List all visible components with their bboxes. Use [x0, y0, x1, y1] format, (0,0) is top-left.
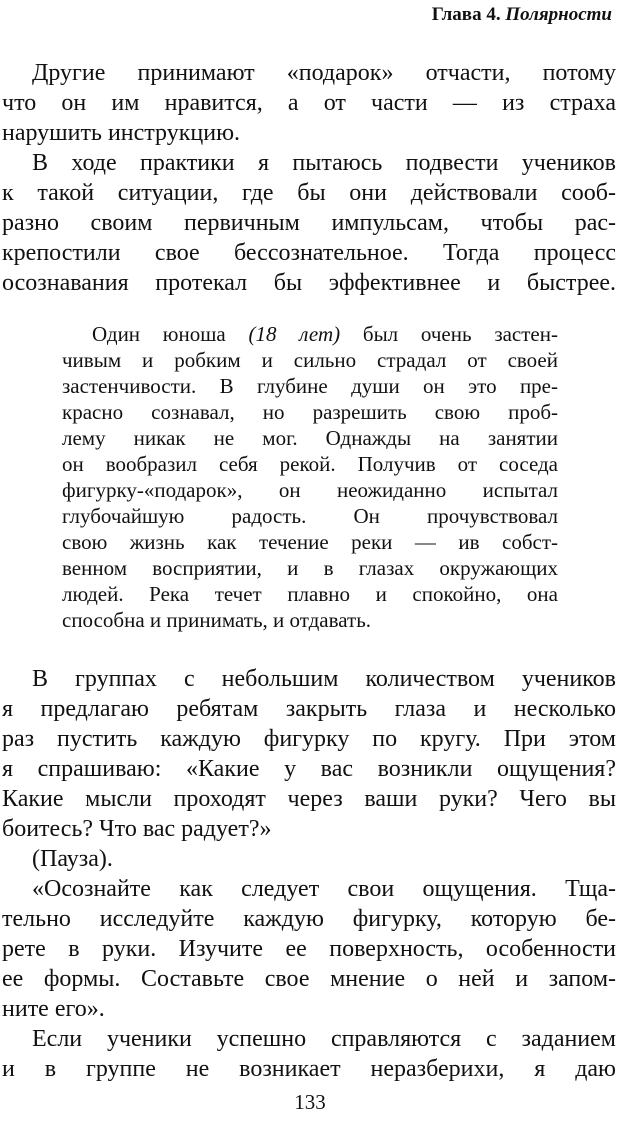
quote-line: глубочайшую радость. Он прочувствовал: [62, 504, 558, 528]
quote-line: красно сознавал, но разрешить свою проб-: [62, 400, 558, 424]
paragraph-line: ните его».: [2, 996, 105, 1022]
paragraph-line: нарушить инструкцию.: [2, 120, 241, 146]
paragraph-line: Если ученики успешно справляются с заданием: [32, 1026, 616, 1052]
paragraph-line: и в группе не возникает неразберихи, я даю: [2, 1056, 616, 1082]
paragraph-line: я предлагаю ребятам закрыть глаза и несколько: [2, 696, 616, 722]
quote-line: чивым и робким и сильно страдал от своей: [62, 348, 558, 372]
page-number: 133: [294, 1090, 326, 1114]
paragraph-line: рете в руки. Изучите ее поверхность, особенности: [2, 936, 616, 962]
quote-line: фигурку-«подарок», он неожиданно испытал: [62, 478, 558, 502]
quote-age: (18 лет): [248, 322, 341, 346]
paragraph-line: осознавания протекал бы эффективнее и быстрее.: [2, 270, 616, 296]
chapter-label: Глава 4.: [431, 4, 501, 25]
quote-text: Один юноша: [92, 322, 249, 346]
quote-line: свою жизнь как течение реки — ив собст-: [62, 530, 558, 554]
paragraph-line: крепостили свое бессознательное. Тогда процесс: [2, 240, 616, 266]
quote-line: [92, 321, 558, 347]
quote-line: людей. Река течет плавно и спокойно, она: [62, 582, 558, 606]
paragraph-line: «Осознайте как следует свои ощущения. Тща-: [32, 876, 616, 902]
paragraph-line: В группах с небольшим количеством учеников: [32, 666, 616, 692]
quote-line: венном восприятии, и в глазах окружающих: [62, 556, 558, 580]
paragraph-line: ее формы. Составьте свое мнение о ней и запом-: [2, 966, 616, 992]
paragraph-line: к такой ситуации, где бы они действовали сооб-: [2, 180, 616, 206]
paragraph-line: боитесь? Что вас радует?»: [2, 816, 272, 842]
paragraph-line: Какие мысли проходят через ваши руки? Чего вы: [2, 786, 616, 812]
quote-line: он вообразил себя рекой. Получив от соседа: [62, 452, 558, 476]
quote-line: застенчивости. В глубине души он это пре-: [62, 374, 558, 398]
paragraph-line: тельно исследуйте каждую фигурку, которую бе-: [2, 906, 616, 932]
quote-line: способна и принимать, и отдавать.: [62, 608, 372, 632]
paragraph-line: что он им нравится, а от части — из страха: [2, 90, 616, 116]
paragraph-line: я спрашиваю: «Какие у вас возникли ощущения?: [2, 756, 616, 782]
paragraph-line: Другие принимают «подарок» отчасти, потому: [32, 60, 616, 86]
quote-line: лему никак не мог. Однажды на занятии: [62, 426, 558, 450]
running-header: [432, 4, 612, 26]
chapter-title: Полярности: [505, 4, 612, 25]
paragraph-line: В ходе практики я пытаюсь подвести учеников: [32, 150, 616, 176]
paragraph-line: разно своим первичным импульсам, чтобы рас-: [2, 210, 616, 236]
pause-line: (Пауза).: [32, 846, 113, 872]
quote-text: был очень застен-: [340, 322, 558, 346]
paragraph-line: раз пустить каждую фигурку по кругу. При этом: [2, 726, 616, 752]
